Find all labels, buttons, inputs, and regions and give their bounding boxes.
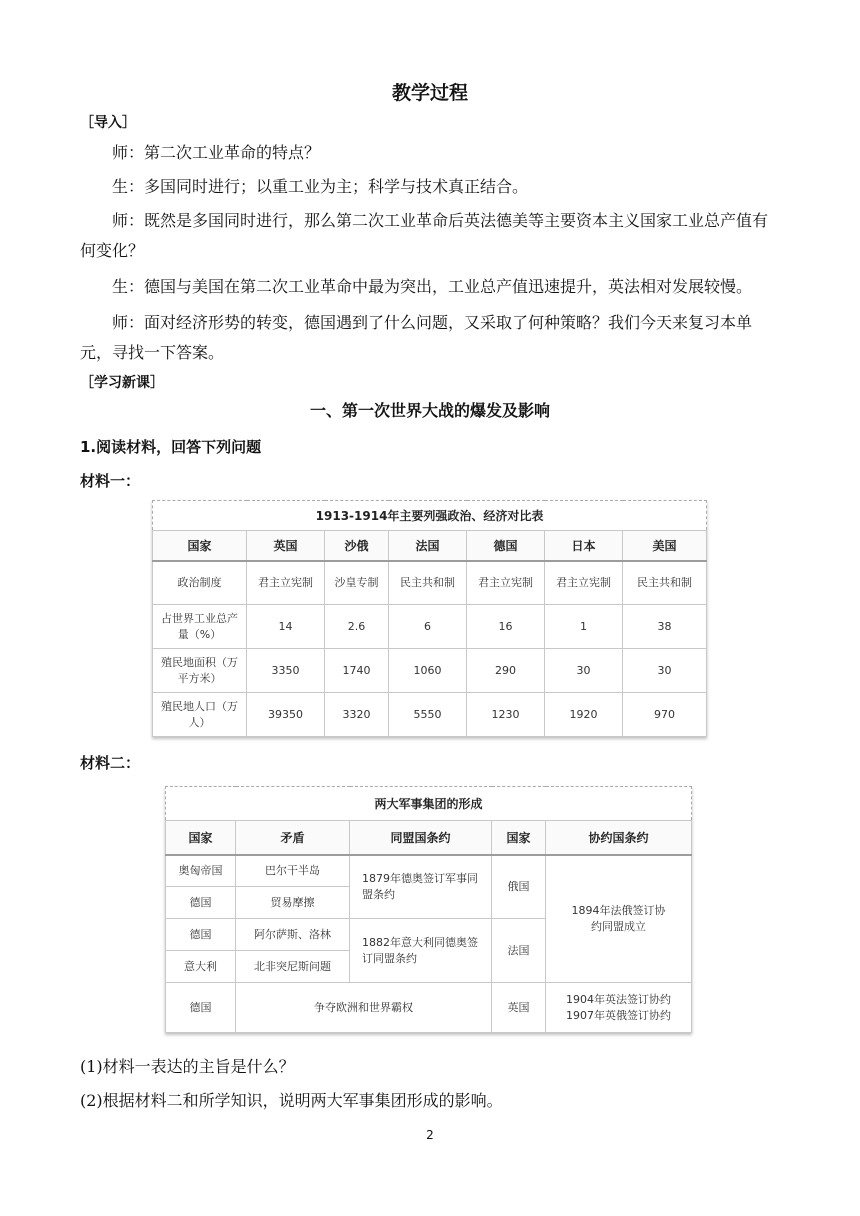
- table1-cell: 1060: [389, 649, 467, 693]
- dialogue-line-2: 生：多国同时进行；以重工业为主；科学与技术真正结合。: [112, 177, 529, 196]
- table1-cell: 290: [467, 649, 545, 693]
- table2-header: 国家: [492, 821, 546, 855]
- table1-cell: 1740: [325, 649, 389, 693]
- power-comparison-table: [152, 500, 707, 737]
- table2-conflict: 争夺欧洲和世界霸权: [236, 983, 492, 1033]
- military-blocs-table: [165, 786, 692, 1033]
- table1-cell: 16: [467, 605, 545, 649]
- table1-cell: 沙皇专制: [325, 561, 389, 605]
- dialogue-line-4: 生：德国与美国在第二次工业革命中最为突出，工业总产值迅速提升，英法相对发展较慢。: [112, 277, 753, 296]
- table1-cell: 2.6: [325, 605, 389, 649]
- table2-conflict: 北非突尼斯问题: [236, 951, 350, 983]
- table2-caption: 两大军事集团的形成: [166, 787, 692, 821]
- table2-country: 奥匈帝国: [166, 855, 236, 887]
- material2-label: 材料二：: [80, 754, 141, 772]
- table1-header: 英国: [247, 531, 325, 561]
- table1-cell: 君主立宪制: [247, 561, 325, 605]
- table1-header: 沙俄: [325, 531, 389, 561]
- table1-header: 美国: [623, 531, 707, 561]
- table2-country: 德国: [166, 983, 236, 1033]
- dialogue-line-1: 师：第二次工业革命的特点？: [112, 143, 321, 162]
- table2-header: 矛盾: [236, 821, 350, 855]
- table2-entente-treaty: 1907年英俄签订协约: [566, 1008, 672, 1022]
- table1-cell: 5550: [389, 693, 467, 737]
- table2-country: 德国: [166, 919, 236, 951]
- table2-entente-treaty: 1894年法俄签订协约同盟成立: [546, 855, 692, 983]
- table1-caption: 1913-1914年主要列强政治、经济对比表: [153, 501, 707, 531]
- table1-cell: 君主立宪制: [467, 561, 545, 605]
- table1-cell: 1230: [467, 693, 545, 737]
- question-2: (2)根据材料二和所学知识，说明两大军事集团形成的影响。: [80, 1091, 503, 1110]
- table2-alliance-treaty: 1879年德奥签订军事同盟条约: [350, 855, 492, 919]
- table1-cell: 1920: [545, 693, 623, 737]
- table1-cell: 3350: [247, 649, 325, 693]
- table2-country: 意大利: [166, 951, 236, 983]
- dialogue-line-3: 师：既然是多国同时进行，那么第二次工业革命后英法德美等主要资本主义国家工业总产值有何变化？: [80, 211, 769, 260]
- table2-alliance-treaty: 1882年意大利同德奥签订同盟条约: [350, 919, 492, 983]
- table1-row-label: 占世界工业总产量（%）: [153, 605, 247, 649]
- table1-row-label: 殖民地人口（万人）: [153, 693, 247, 737]
- table1-cell: 3320: [325, 693, 389, 737]
- table1-header: 德国: [467, 531, 545, 561]
- question-1: (1)材料一表达的主旨是什么？: [80, 1057, 295, 1076]
- table1-cell: 30: [623, 649, 707, 693]
- table1-cell: 1: [545, 605, 623, 649]
- table1-header: 法国: [389, 531, 467, 561]
- page-number: 2: [426, 1128, 434, 1142]
- table1-row-label: 殖民地面积（万平方米）: [153, 649, 247, 693]
- table1-cell: 6: [389, 605, 467, 649]
- table2-conflict: 阿尔萨斯、洛林: [236, 919, 350, 951]
- table1-cell: 君主立宪制: [545, 561, 623, 605]
- table1-header: 国家: [153, 531, 247, 561]
- section-heading: 一、第一次世界大战的爆发及影响: [309, 401, 550, 420]
- table1-cell: 民主共和制: [623, 561, 707, 605]
- table1-cell: 39350: [247, 693, 325, 737]
- table1-cell: 38: [623, 605, 707, 649]
- material1-label: 材料一：: [80, 472, 141, 490]
- table2-country: 德国: [166, 887, 236, 919]
- table2-entente-country: 俄国: [492, 855, 546, 919]
- table1-cell: 970: [623, 693, 707, 737]
- task-heading: 1.阅读材料，回答下列问题: [80, 438, 262, 456]
- table2-entente-treaty-group: [546, 983, 692, 1033]
- table1-cell: 14: [247, 605, 325, 649]
- table1-cell: 民主共和制: [389, 561, 467, 605]
- table2-entente-country: 法国: [492, 919, 546, 983]
- table2-header: 国家: [166, 821, 236, 855]
- page-title: 教学过程: [391, 82, 468, 104]
- table2-conflict: 巴尔干半岛: [236, 855, 350, 887]
- table2-entente-treaty: 1904年英法签订协约: [566, 992, 672, 1006]
- dialogue-line-5: 师：面对经济形势的转变，德国遇到了什么问题，又采取了何种策略？我们今天来复习本单元，寻找一下答案。: [80, 313, 753, 362]
- intro-label: ［导入］: [80, 115, 136, 131]
- table2-entente-country: 英国: [492, 983, 546, 1033]
- table1-cell: 30: [545, 649, 623, 693]
- table2-conflict: 贸易摩擦: [236, 887, 350, 919]
- table2-header: 协约国条约: [546, 821, 692, 855]
- table1-header: 日本: [545, 531, 623, 561]
- new-lesson-label: ［学习新课］: [80, 375, 164, 391]
- table1-row-label: 政治制度: [153, 561, 247, 605]
- table2-header: 同盟国条约: [350, 821, 492, 855]
